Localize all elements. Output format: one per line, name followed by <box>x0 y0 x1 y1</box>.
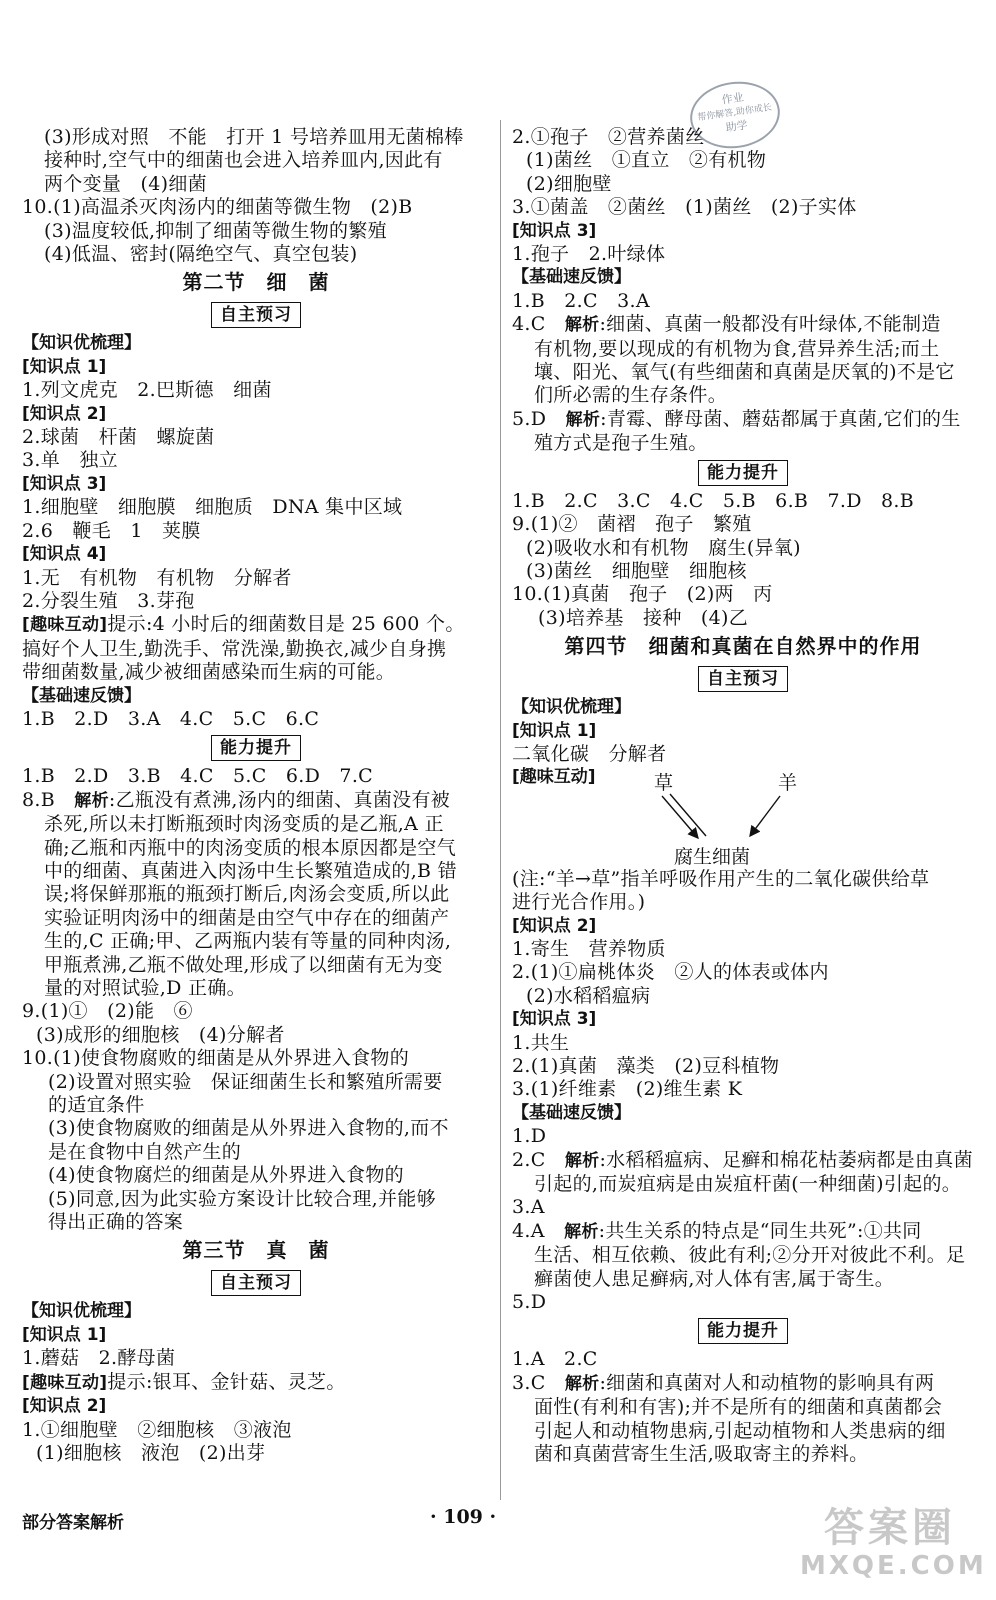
fun-interaction-text: 提示:4 小时后的细菌数目是 25 600 个。 <box>107 613 465 636</box>
explanation-label: 解析 <box>74 790 109 811</box>
answer-line: 1.B 2.D 3.B 4.C 5.C 6.D 7.C <box>22 765 373 788</box>
answer-line: 面性(有利和有害);并不是所有的细菌和真菌都会 <box>534 1396 943 1419</box>
fun-interaction-label: [趣味互动] <box>22 615 108 636</box>
answer-line: 菌和真菌营寄生生活,吸取寄主的养料。 <box>534 1443 869 1466</box>
answer-line: 误;将保鲜那瓶的瓶颈打断后,肉汤会变质,所以此 <box>44 883 450 906</box>
boxed-subheading: 自主预习 <box>211 1270 301 1296</box>
answer-key: 8.B <box>22 788 75 811</box>
answer-line: 杀死,所以未打断瓶颈时肉汤变质的是乙瓶,A 正 <box>44 813 444 836</box>
answer-line: 3.①菌盖 ②菌丝 (1)菌丝 (2)子实体 <box>512 196 857 219</box>
answer-line: 实验证明肉汤中的细菌是由空气中存在的细菌产 <box>44 906 450 929</box>
explanation-label: 解析 <box>564 1373 600 1394</box>
answer-line: 1.①细胞壁 ②细胞核 ③液泡 <box>22 1418 292 1441</box>
answer-line: 1.D <box>512 1125 547 1148</box>
answer-line: 壤、阳光、氧气(有些细菌和真菌是厌氧的)不是它 <box>534 361 955 384</box>
answer-line: (3)温度较低,抑制了细菌等微生物的繁殖 <box>44 219 387 242</box>
answer-line: 有机物,要以现成的有机物为食,营异养生活;而土 <box>534 337 940 360</box>
answer-line: 量的对照试验,D 正确。 <box>44 977 246 999</box>
knowledge-point-label: [知识点 1] <box>512 720 597 741</box>
arrow-sheep-to-decomposer <box>750 796 780 836</box>
answer-line: (3)形成对照 不能 打开 1 号培养皿用无菌棉棒 <box>44 126 464 148</box>
section-title: 第三节 真 菌 <box>182 1238 330 1263</box>
explanation-line <box>22 789 490 813</box>
answer-line: (注:“羊→草”指羊呼吸作用产生的二氧化碳供给草 <box>512 867 930 890</box>
explanation-text: :共生关系的特点是“同生共死”:①共同 <box>598 1219 922 1242</box>
answer-line: (2)细胞壁 <box>526 172 612 195</box>
answer-line: 甲瓶煮沸,乙瓶不做处理,形成了以细菌有无为变 <box>44 953 443 976</box>
answer-line: 们所必需的生存条件。 <box>534 384 728 407</box>
explanation-text: :乙瓶没有煮沸,汤内的细菌、真菌没有被 <box>108 788 451 811</box>
explanation-text: :水稻稻瘟病、足癣和棉花枯萎病都是由真菌 <box>599 1148 973 1171</box>
answer-line: 带细菌数量,减少被细菌感染而生病的可能。 <box>22 661 396 684</box>
explanation-line <box>512 1149 974 1173</box>
knowledge-point-label: [知识点 3] <box>512 1009 597 1030</box>
answer-line: 1.A 2.C <box>512 1348 598 1371</box>
answer-line: 确;乙瓶和丙瓶中的肉汤变质的根本原因都是空气 <box>44 836 457 859</box>
subheading: 【基础速反馈】 <box>22 685 141 706</box>
fun-interaction-text: 提示:银耳、金针菇、灵芝。 <box>107 1370 346 1393</box>
explanation-label: 解析 <box>564 315 600 336</box>
explanation-label: 解析 <box>564 1221 599 1242</box>
answer-line: 进行光合作用。) <box>512 891 646 914</box>
answer-line: 10.(1)真菌 孢子 (2)两 丙 <box>512 583 773 606</box>
answer-line: (1)菌丝 ①直立 ②有机物 <box>526 149 767 172</box>
answer-line: 的适宜条件 <box>48 1094 145 1117</box>
answer-line: 3.A <box>512 1196 545 1219</box>
diagram-grass-label: 草 <box>654 771 674 794</box>
answer-line: 3.(1)纤维素 (2)维生素 K <box>512 1078 743 1101</box>
answer-line: (3)培养基 接种 (4)乙 <box>538 606 749 629</box>
answer-line: 1.共生 <box>512 1031 570 1054</box>
answer-line: 9.(1)① (2)能 ⑥ <box>22 1000 193 1023</box>
answer-line: (2)水稻稻瘟病 <box>526 984 651 1007</box>
subheading: 【知识优梳理】 <box>22 333 141 354</box>
knowledge-point-label: [知识点 2] <box>512 915 597 936</box>
fun-interaction-line <box>22 613 490 637</box>
page-number: · 109 · <box>430 1506 497 1528</box>
knowledge-point-label: [知识点 3] <box>22 473 107 494</box>
answer-line: 2.分裂生殖 3.芽孢 <box>22 589 195 612</box>
answer-line: (4)使食物腐烂的细菌是从外界进入食物的 <box>48 1164 404 1187</box>
subheading: 【知识优梳理】 <box>22 1301 141 1322</box>
answer-line: 癣菌使人患足癣病,对人体有害,属于寄生。 <box>534 1267 895 1290</box>
answer-line: 1.蘑菇 2.酵母菌 <box>22 1347 176 1370</box>
knowledge-point-label: [知识点 2] <box>22 1396 107 1417</box>
answer-key: 4.C <box>512 313 565 336</box>
boxed-subheading: 能力提升 <box>211 735 301 761</box>
answer-line: 得出正确的答案 <box>48 1211 184 1234</box>
answer-line: (2)吸收水和有机物 腐生(异氧) <box>526 536 801 559</box>
knowledge-point-label: [知识点 4] <box>22 544 107 565</box>
watermark-line-2: MXQE.COM <box>800 1551 987 1581</box>
answer-key: 2.C <box>512 1148 565 1171</box>
diagram-decomposer-label: 腐生细菌 <box>674 845 751 868</box>
subheading: 【基础速反馈】 <box>512 267 631 288</box>
boxed-subheading: 能力提升 <box>698 460 788 486</box>
answer-line: 生的,C 正确;甲、乙两瓶内装有等量的同种肉汤, <box>44 930 452 953</box>
knowledge-point-label: [知识点 1] <box>22 1324 107 1345</box>
explanation-line <box>512 313 974 337</box>
answer-line: 接种时,空气中的细菌也会进入培养皿内,因此有 <box>44 149 443 172</box>
answer-line: (3)菌丝 细胞壁 细胞核 <box>526 559 747 582</box>
answer-line: (3)使食物腐败的细菌是从外界进入食物的,而不 <box>48 1117 449 1140</box>
watermark-logo <box>800 1505 987 1595</box>
knowledge-point-label: [知识点 2] <box>22 403 107 424</box>
explanation-line <box>512 408 974 432</box>
stamp-line-2: 帮你解答,助你成长 <box>696 102 773 124</box>
fun-interaction-label: [趣味互动] <box>512 767 596 788</box>
answer-line: 引起人和动植物患病,引起动植物和人类患病的细 <box>534 1419 946 1442</box>
answer-line: (3)成形的细胞核 (4)分解者 <box>36 1023 285 1046</box>
answer-line: 殖方式是孢子生殖。 <box>534 432 708 455</box>
answer-line: 10.(1)高温杀灭肉汤内的细菌等微生物 (2)B <box>22 196 413 219</box>
explanation-line <box>512 1220 974 1244</box>
diagram-arrows <box>512 790 832 868</box>
column-divider <box>500 120 501 1500</box>
section-title: 第四节 细菌和真菌在自然界中的作用 <box>564 634 922 659</box>
footer-section-label: 部分答案解析 <box>22 1513 124 1533</box>
answer-line: 1.B 2.D 3.A 4.C 5.C 6.C <box>22 707 320 730</box>
knowledge-point-label: [知识点 1] <box>22 356 107 377</box>
explanation-label: 解析 <box>565 409 601 430</box>
boxed-subheading: 自主预习 <box>211 302 301 328</box>
knowledge-point-label: [知识点 3] <box>512 220 597 241</box>
answer-line: 两个变量 (4)细菌 <box>44 172 207 195</box>
answer-line: 1.B 2.C 3.A <box>512 289 650 312</box>
stamp-line-1: 作业 <box>720 90 745 107</box>
answer-line: 1.列文虎克 2.巴斯德 细菌 <box>22 379 272 402</box>
answer-line: 1.孢子 2.叶绿体 <box>512 243 666 266</box>
left-column <box>22 126 490 1465</box>
answer-key: 5.D <box>512 407 566 430</box>
answer-line: 2.①孢子 ②营养菌丝 <box>512 126 705 148</box>
answer-line: 2.球菌 杆菌 螺旋菌 <box>22 426 215 449</box>
answer-key: 4.A <box>512 1219 565 1242</box>
boxed-subheading: 自主预习 <box>698 666 788 692</box>
explanation-line <box>512 1372 974 1396</box>
answer-line: 中的细菌、真菌进入肉汤中生长繁殖造成的,B 错 <box>44 859 457 882</box>
answer-key: 3.C <box>512 1371 565 1394</box>
explanation-text: :细菌、真菌一般都没有叶绿体,不能制造 <box>599 313 941 336</box>
arrow-grass-to-decomposer <box>662 796 698 838</box>
answer-line: 生活、相互依赖、彼此有利;②分开对彼此不利。足 <box>534 1244 966 1267</box>
answer-line: 5.D <box>512 1291 547 1314</box>
subheading: 【知识优梳理】 <box>512 697 631 718</box>
answer-line: 搞好个人卫生,勤洗手、常洗澡,勤换衣,减少自身携 <box>22 637 447 660</box>
answer-line: (5)同意,因为此实验方案设计比较合理,并能够 <box>48 1187 436 1210</box>
answer-line: 1.B 2.C 3.C 4.C 5.B 6.B 7.D 8.B <box>512 489 915 512</box>
answer-line: 2.6 鞭毛 1 荚膜 <box>22 519 201 542</box>
diagram-sheep-label: 羊 <box>778 771 798 794</box>
answer-line: (2)设置对照实验 保证细菌生长和繁殖所需要 <box>48 1070 443 1093</box>
explanation-text: :细菌和真菌对人和动植物的影响具有两 <box>599 1371 935 1394</box>
arrow-grass-to-decomposer-b <box>670 794 706 836</box>
answer-line: 是在食物中自然产生的 <box>48 1140 242 1163</box>
answer-line: (4)低温、密封(隔绝空气、真空包装) <box>44 243 358 266</box>
subheading: 【基础速反馈】 <box>512 1102 631 1123</box>
right-column <box>512 126 974 1467</box>
explanation-text: :青霉、酵母菌、蘑菇都属于真菌,它们的生 <box>600 407 961 430</box>
explanation-label: 解析 <box>564 1150 600 1171</box>
answer-line: 2.(1)真菌 藻类 (2)豆科植物 <box>512 1055 780 1077</box>
answer-line: 2.(1)①扁桃体炎 ②人的体表或体内 <box>512 961 829 984</box>
answer-line: 1.无 有机物 有机物 分解者 <box>22 566 292 589</box>
answer-line: (1)细胞核 液泡 (2)出芽 <box>36 1441 266 1464</box>
boxed-subheading: 能力提升 <box>698 1318 788 1344</box>
answer-line: 引起的,而炭疽病是由炭疽杆菌(一种细菌)引起的。 <box>534 1173 962 1196</box>
stamp-line-3: 助学 <box>724 118 749 135</box>
answer-line: 1.寄生 营养物质 <box>512 937 666 960</box>
answer-line: 1.细胞壁 细胞膜 细胞质 DNA 集中区域 <box>22 496 403 519</box>
answer-line: 二氧化碳 分解者 <box>512 742 667 765</box>
fun-interaction-line <box>22 1371 490 1395</box>
answer-line: 9.(1)② 菌褶 孢子 繁殖 <box>512 513 752 536</box>
section-title: 第二节 细 菌 <box>182 270 330 295</box>
answer-line: 3.单 独立 <box>22 449 118 472</box>
watermark-line-1: 答案圈 <box>824 1505 956 1551</box>
answer-line: 10.(1)使食物腐败的细菌是从外界进入食物的 <box>22 1047 410 1070</box>
fun-interaction-label: [趣味互动] <box>22 1372 108 1393</box>
